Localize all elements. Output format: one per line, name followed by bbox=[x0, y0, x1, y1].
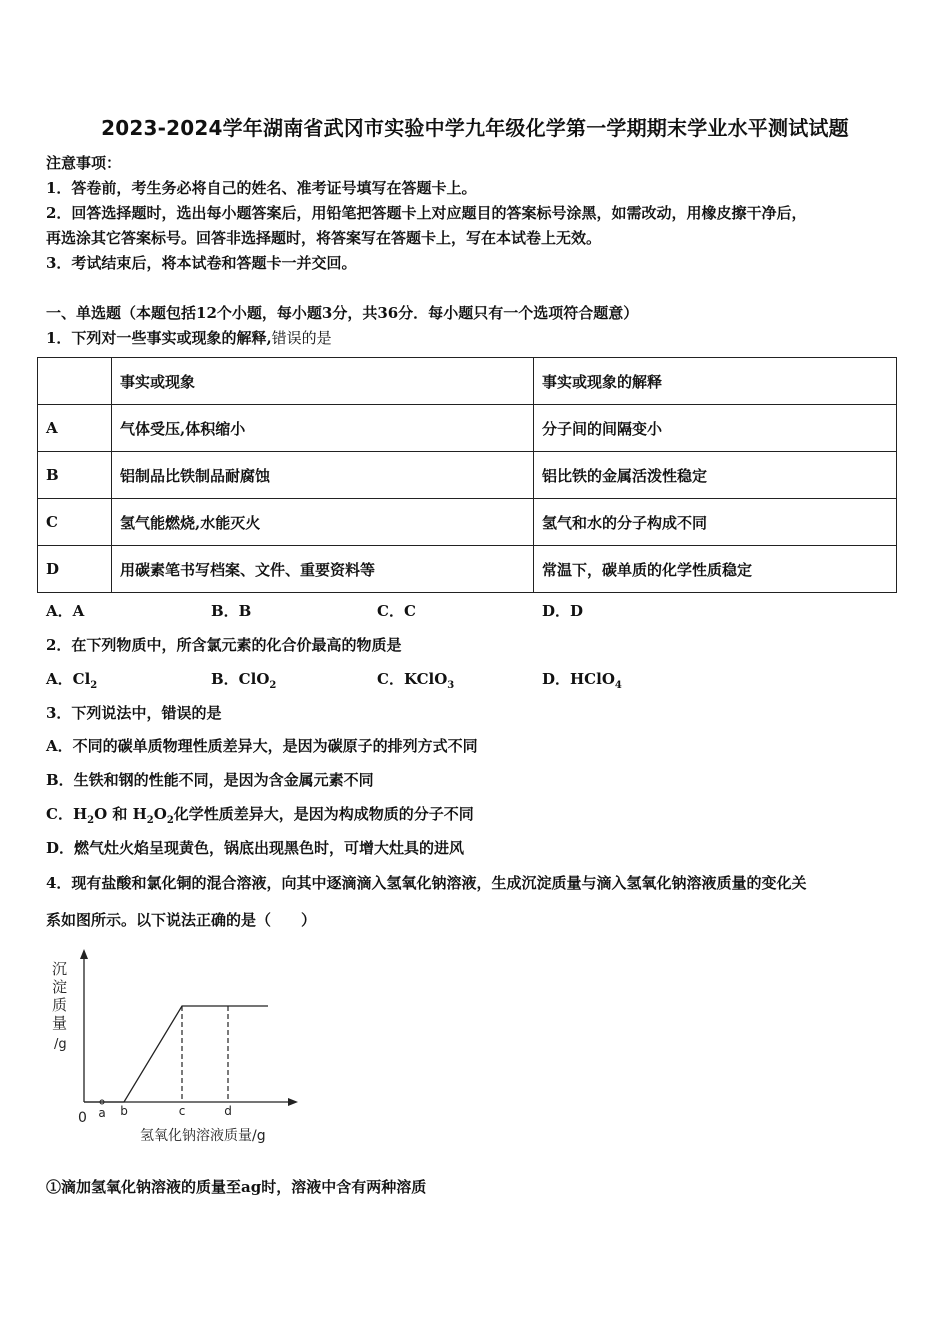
y-label-unit: /g bbox=[54, 1037, 67, 1052]
table-cell: 氢气和水的分子构成不同 bbox=[534, 499, 897, 546]
x-axis-arrow bbox=[288, 1098, 298, 1106]
notice-item-2b: 再选涂其它答案标号。回答非选择题时，将答案写在答题卡上，写在本试卷上无效。 bbox=[46, 229, 602, 247]
q1-stem bbox=[46, 327, 332, 348]
q3-option-a: A．不同的碳单质物理性质差异大，是因为碳原子的排列方式不同 bbox=[46, 737, 478, 755]
table-cell: A bbox=[38, 405, 112, 452]
table-cell: 铝比铁的金属活泼性稳定 bbox=[534, 452, 897, 499]
q1-option-a: A．A bbox=[46, 602, 85, 620]
series-line bbox=[84, 1006, 268, 1102]
tick-label-b: b bbox=[120, 1104, 128, 1118]
q1-stem-tail: 错误的是 bbox=[271, 329, 332, 347]
y-label-char: 淀 bbox=[52, 978, 68, 996]
tick-label-a: a bbox=[98, 1106, 106, 1120]
y-label-char: 量 bbox=[52, 1014, 68, 1032]
table-header-row bbox=[38, 358, 897, 405]
tick-label-d: d bbox=[224, 1104, 232, 1118]
q1-option-c: C．C bbox=[377, 602, 416, 620]
subscript: 2 bbox=[90, 680, 98, 691]
table-cell: B bbox=[38, 452, 112, 499]
page-title: 2023-2024学年湖南省武冈市实验中学九年级化学第一学期期末学业水平测试试题 bbox=[101, 116, 849, 140]
q4-stem-line-1: 4．现有盐酸和氯化铜的混合溶液，向其中逐滴滴入氢氧化钠溶液，生成沉淀质量与滴入氢氧化钠溶液质量的变化关 bbox=[46, 874, 807, 892]
origin-label: 0 bbox=[78, 1110, 87, 1126]
precipitate-graph bbox=[40, 944, 320, 1150]
q3-c-part: O 和 H bbox=[94, 805, 147, 823]
y-axis-arrow bbox=[80, 949, 88, 959]
table-header-fact: 事实或现象 bbox=[112, 358, 534, 405]
section-heading: 一、单选题（本题包括12个小题，每小题3分，共36分．每小题只有一个选项符合题意） bbox=[46, 304, 639, 322]
notice-item-3: 3．考试结束后，将本试卷和答题卡一并交回。 bbox=[46, 254, 357, 272]
table-cell: 铝制品比铁制品耐腐蚀 bbox=[112, 452, 534, 499]
q3-option-c bbox=[46, 803, 474, 826]
q3-c-part: C．H bbox=[46, 805, 88, 823]
tick-label-c: c bbox=[178, 1104, 186, 1118]
q4-stem-line-2: 系如图所示。以下说法正确的是（ ） bbox=[46, 911, 317, 929]
table-cell: 氢气能燃烧,水能灭火 bbox=[112, 499, 534, 546]
subscript: 2 bbox=[87, 815, 95, 826]
q1-option-b: B．B bbox=[211, 602, 252, 620]
notice-heading: 注意事项： bbox=[46, 154, 122, 172]
y-label-char: 沉 bbox=[52, 960, 68, 978]
q2-option-b-text: B．ClO bbox=[211, 670, 270, 688]
notice-item-1: 1．答卷前，考生务必将自己的姓名、准考证号填写在答题卡上。 bbox=[46, 179, 477, 197]
subscript: 2 bbox=[166, 815, 174, 826]
table-cell: D bbox=[38, 546, 112, 593]
table-cell: 用碳素笔书写档案、文件、重要资料等 bbox=[112, 546, 534, 593]
table-cell: 分子间的间隔变小 bbox=[534, 405, 897, 452]
y-label-char: 质 bbox=[52, 996, 68, 1014]
table-header-explanation: 事实或现象的解释 bbox=[534, 358, 897, 405]
subscript: 2 bbox=[146, 815, 154, 826]
q2-option-d-text: D．HClO bbox=[542, 670, 615, 688]
table-cell: C bbox=[38, 499, 112, 546]
notice-item-2a: 2．回答选择题时，选出每小题答案后，用铅笔把答题卡上对应题目的答案标号涂黑，如需改动，用橡皮擦干净后， bbox=[46, 204, 807, 222]
subscript: 3 bbox=[447, 680, 455, 691]
q4-statement-1: ①滴加氢氧化钠溶液的质量至ag时，溶液中含有两种溶质 bbox=[46, 1178, 427, 1196]
q3-stem: 3．下列说法中，错误的是 bbox=[46, 704, 222, 722]
q3-option-b: B．生铁和钢的性能不同，是因为含金属元素不同 bbox=[46, 771, 374, 789]
table-cell: 常温下，碳单质的化学性质稳定 bbox=[534, 546, 897, 593]
q1-option-d: D．D bbox=[542, 602, 584, 620]
table-row bbox=[38, 405, 897, 452]
q3-c-part: 化学性质差异大，是因为构成物质的分子不同 bbox=[173, 805, 474, 823]
table-row bbox=[38, 452, 897, 499]
q1-stem-main: 1．下列对一些事实或现象的解释, bbox=[46, 329, 272, 347]
x-axis-label: 氢氧化钠溶液质量/g bbox=[140, 1128, 266, 1144]
table-row bbox=[38, 499, 897, 546]
table-cell: 气体受压,体积缩小 bbox=[112, 405, 534, 452]
q2-option-a-text: A．Cl bbox=[46, 670, 91, 688]
q3-c-part: O bbox=[153, 805, 167, 823]
y-axis-label bbox=[52, 960, 67, 1052]
q2-stem: 2．在下列物质中，所含氯元素的化合价最高的物质是 bbox=[46, 636, 402, 654]
table-cell bbox=[38, 358, 112, 405]
q2-option-c-text: C．KClO bbox=[377, 670, 448, 688]
q1-table bbox=[37, 357, 897, 593]
q2-option-c bbox=[377, 668, 454, 691]
subscript: 4 bbox=[614, 680, 622, 691]
q2-option-a bbox=[46, 668, 97, 691]
subscript: 2 bbox=[269, 680, 277, 691]
q2-option-b bbox=[211, 668, 276, 691]
table-row bbox=[38, 546, 897, 593]
q3-option-d: D．燃气灶火焰呈现黄色，锅底出现黑色时，可增大灶具的进风 bbox=[46, 839, 465, 857]
q2-option-d bbox=[542, 668, 622, 691]
